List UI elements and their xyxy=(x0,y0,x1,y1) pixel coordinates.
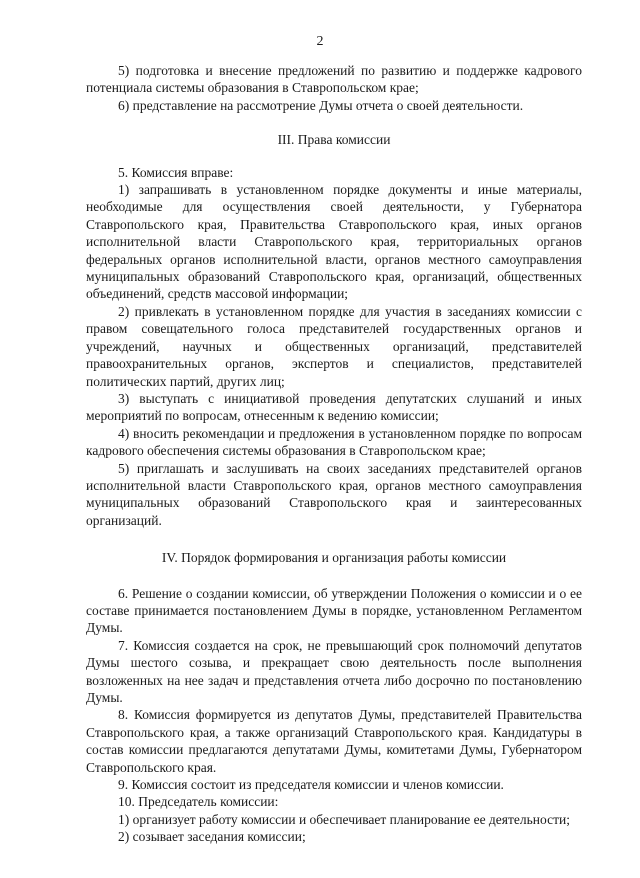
paragraph: 2) созывает заседания комиссии; xyxy=(118,829,306,845)
paragraph: 6. Решение о создании комиссии, об утверждении Положения о комиссии и о ее составе принимается постановлением Думы в порядке, установленном Регламентом Думы. xyxy=(86,585,582,636)
paragraph: 1) организует работу комиссии и обеспечивает планирование ее деятельности; xyxy=(118,811,570,827)
page-number: 2 xyxy=(316,34,324,49)
paragraph: 3) выступать с инициативой проведения депутатских слушаний и иных мероприятий по вопросам, отнесенным к ведению комиссии; xyxy=(86,390,582,424)
paragraph: 8. Комиссия формируется из депутатов Думы, представителей Правительства Ставропольского края, а также организаций Ставропольского края. Кандидатуры в состав комиссии предлагаются депутатами Думы, комитетами Думы, Губернатором Ставропольского края. xyxy=(86,707,582,775)
paragraph: 2) привлекать в установленном порядке для участия в заседаниях комиссии с правом совещательного голоса представителей государственных органов и учреждений, научных и общественных организаций, представителей правоохранительных органов, экспертов и специалистов, представителей политических партий, других лиц; xyxy=(86,303,582,389)
paragraph: 10. Председатель комиссии: xyxy=(118,794,279,810)
paragraph: 9. Комиссия состоит из председателя комиссии и членов комиссии. xyxy=(118,777,504,793)
section-heading: IV. Порядок формирования и организация работы комиссии xyxy=(161,550,507,566)
paragraph: 7. Комиссия создается на срок, не превышающий срок полномочий депутатов Думы шестого созыва, и прекращает свою деятельность после выполнения возложенных на нее задач и представления отчета либо досрочно по постановлению Думы. xyxy=(86,637,582,705)
paragraph: 5) приглашать и заслушивать на своих заседаниях представителей органов исполнительной власти Ставропольского края, органов местного самоуправления муниципальных образований Ставропольского края и заинтересованных организаций. xyxy=(86,460,582,528)
paragraph: 6) представление на рассмотрение Думы отчета о своей деятельности. xyxy=(118,97,524,113)
paragraph: 5) подготовка и внесение предложений по развитию и поддержке кадрового потенциала системы образования в Ставропольском крае; xyxy=(86,63,582,96)
paragraph: 1) запрашивать в установленном порядке документы и иные материалы, необходимые для осуществления своей деятельности, у Губернатора Ставропольского края, Правительства Ставропольского края, иных органов исполнительной власти Ставропольского края, территориальных органов федеральных органов исполнительной власти, органов местного самоуправления муниципальных образований Ставропольского края, организаций, общественных объединений, средств массовой информации; xyxy=(86,182,582,302)
paragraph: 4) вносить рекомендации и предложения в установленном порядке по вопросам кадрового обеспечения системы образования в Ставропольском крае; xyxy=(86,425,582,459)
document-body xyxy=(86,62,582,846)
section-heading: III. Права комиссии xyxy=(277,132,391,148)
paragraph: 5. Комиссия вправе: xyxy=(118,164,234,180)
